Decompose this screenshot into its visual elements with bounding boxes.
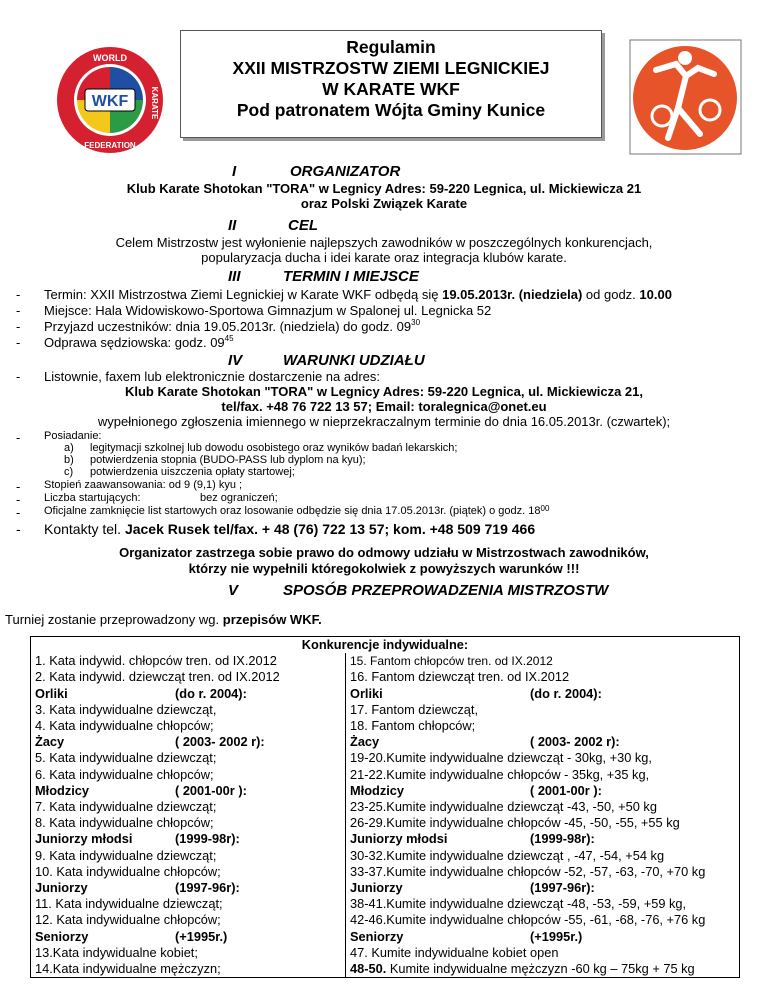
right-row — [350, 734, 739, 750]
wkf-logo — [55, 45, 165, 155]
logo-wkf-text: WKF — [91, 93, 129, 110]
term-from: od godz. — [582, 287, 640, 302]
left-row: 12. Kata indywidualne chłopców; — [35, 912, 221, 928]
right-row: 17. Fantom dziewcząt, — [350, 701, 479, 717]
req-b-text: potwierdzenia stopnia (BUDO-PASS lub dyplom na kyu); — [90, 454, 366, 466]
age-group-years: (1997-96r): — [175, 880, 240, 896]
age-group-years: (1997-96r): — [530, 880, 595, 896]
title-line-3: W KARATE WKF — [322, 79, 460, 99]
contact-item: - Kontakty tel. Jacek Rusek tel/fax. + 48 (76) 722 13 57; kom. +48 509 719 466 — [16, 521, 536, 537]
right-row: 33-37.Kumite indywidualne chłopców -52, -57, -63, -70, +70 kg — [350, 863, 706, 879]
left-row — [35, 783, 345, 799]
organizer-note-2: którzy nie wypełnili któregokolwiek z powyższych warunków !!! — [188, 561, 580, 576]
contact-value: Jacek Rusek tel/fax. + 48 (76) 722 13 57; kom. +48 509 719 466 — [124, 521, 536, 537]
submission-item: - Listownie, faxem lub elektronicznie dostarczenie na adres: — [16, 369, 381, 384]
logo-federation-text: FEDERATION — [84, 141, 136, 150]
left-row: 5. Kata indywidualne dziewcząt; — [35, 750, 217, 766]
right-row: 19-20.Kumite indywidualne dziewcząt - 30kg, +30 kg, — [350, 750, 652, 766]
term-text: Termin: XXII Mistrzostwa Ziemi Legnickiej w Karate WKF odbędą się — [44, 287, 443, 302]
left-row: 2. Kata indywid. dziewcząt tren. od IX.2012 — [35, 669, 280, 685]
right-row: 47. Kumite indywidualne kobiet open — [350, 944, 559, 960]
age-group-label: Młodzicy — [350, 782, 405, 798]
section-4-number: IV — [228, 352, 243, 369]
right-row — [350, 831, 739, 847]
term-hour: 10.00 — [639, 287, 672, 302]
tora-logo — [628, 38, 743, 156]
table-header: Konkurencje indywidualne: — [31, 637, 740, 654]
age-group-label: Juniorzy — [35, 880, 88, 896]
right-row: 16. Fantom dziewcząt tren. od IX.2012 — [350, 669, 570, 685]
organizer-note-1: Organizator zastrzega sobie prawo do odmowy udziału w Mistrzostwach zawodników, — [119, 545, 649, 560]
age-group-label: Młodzicy — [35, 782, 90, 798]
left-row — [35, 929, 345, 945]
left-row: 4. Kata indywidualne chłopców; — [35, 718, 214, 734]
club-address: Klub Karate Shotokan "TORA" w Legnicy Adres: 59-220 Legnica, ul. Mickiewicza 21, — [124, 384, 644, 399]
age-group-years: (1999-98r): — [175, 831, 240, 847]
left-row: 3. Kata indywidualne dziewcząt, — [35, 701, 217, 717]
requirements-item: - Posiadanie: — [16, 430, 102, 445]
goal-line-1: Celem Mistrzostw jest wyłonienie najlepszych zawodników w poszczególnych konkurencjach, — [115, 235, 653, 250]
right-row: 26-29.Kumite indywidualne chłopców -45, -50, -55, +55 kg — [350, 815, 680, 831]
right-row — [350, 783, 739, 799]
requirements-label: Posiadanie: — [44, 430, 102, 442]
age-group-years: (+1995r.) — [530, 928, 583, 944]
place-text: Miejsce: Hala Widowiskowo-Sportowa Gimnazjum w Spalonej ul. Legnicka 52 — [44, 303, 492, 318]
count-value: bez ograniczeń; — [200, 492, 278, 504]
left-row: 6. Kata indywidualne chłopców; — [35, 766, 214, 782]
arrival-text: Przyjazd uczestników: dnia 19.05.2013r. (niedziela) do godz. 09 — [44, 319, 412, 334]
submission-text: Listownie, faxem lub elektronicznie dostarczenie na adres: — [44, 369, 381, 384]
table-right-column — [346, 653, 740, 978]
section-1-title: ORGANIZATOR — [290, 163, 401, 180]
referee-item: - Odprawa sędziowska: godz. $09^{45}$ — [16, 334, 234, 350]
club-contact: tel/fax. +48 76 722 13 57; Email: toralegnica@onet.eu — [221, 399, 547, 414]
right-row: 38-41.Kumite indywidualne dziewcząt -48, -53, -59, +59 kg, — [350, 896, 687, 912]
competitions-table — [30, 636, 740, 978]
goal-line-2: popularyzacja ducha i idei karate oraz integracja klubów karate. — [201, 250, 567, 265]
term-date: 19.05.2013r. (niedziela) — [442, 287, 583, 302]
right-row — [350, 961, 739, 977]
intro-rules: przepisów WKF. — [222, 612, 322, 627]
age-group-label: Orliki — [350, 685, 383, 701]
section-2-title: CEL — [288, 217, 318, 234]
age-group-years: (do r. 2004): — [175, 685, 247, 701]
req-a-text: legitymacji szkolnej lub dowodu osobistego oraz wyników badań lekarskich; — [90, 442, 458, 454]
age-group-label: Orliki — [35, 685, 68, 701]
title-line-4: Pod patronatem Wójta Gminy Kunice — [236, 100, 546, 120]
age-group-label: Juniorzy młodsi — [350, 831, 448, 847]
left-row: 9. Kata indywidualne dziewcząt; — [35, 847, 217, 863]
referee-minutes: 45 — [224, 334, 234, 343]
left-row: 14.Kata indywidualne mężczyzn; — [35, 961, 221, 977]
age-group-label: Juniorzy młodsi — [35, 831, 133, 847]
deadline-text: wypełnionego zgłoszenia imiennego w nieprzekraczalnym terminie do dnia 16.05.2013r. (czwartek); — [97, 414, 671, 429]
organizer-line-2: oraz Polski Związek Karate — [300, 196, 468, 211]
age-group-label: Żacy — [35, 734, 65, 750]
age-group-years: ( 2001-00r ): — [175, 782, 247, 798]
right-row: 15. Fantom chłopców tren. od IX.2012 — [350, 654, 553, 669]
competition-text: Kumite indywidualne mężczyzn -60 kg – 75kg + 75 kg — [386, 961, 695, 977]
left-row: 7. Kata indywidualne dziewcząt; — [35, 799, 217, 815]
arrival-minutes: 30 — [411, 318, 421, 327]
age-group-years: ( 2003- 2002 r): — [175, 734, 265, 750]
left-row — [35, 686, 345, 702]
section-3-number: III — [228, 268, 241, 285]
title-box — [180, 30, 602, 138]
age-group-years: (do r. 2004): — [530, 685, 602, 701]
logo-world-text: WORLD — [93, 53, 127, 63]
draw-item: - Oficjalne zamknięcie list startowych oraz losowanie odbędzie się dnia 17.05.2013r. (piątek) o godz. $18^{00}$ — [16, 504, 550, 520]
req-a-key: a) — [64, 442, 74, 454]
left-row — [35, 734, 345, 750]
section-5-title: SPOSÓB PRZEPROWADZENIA MISTRZOSTW — [283, 582, 609, 599]
level-item: - Stopień zaawansowania: od 9 (9,1) kyu ; — [16, 479, 243, 494]
right-row: 30-32.Kumite indywidualne dziewcząt , -47, -54, +54 kg — [350, 847, 665, 863]
draw-minutes: 00 — [540, 504, 550, 513]
draw-text: Oficjalne zamknięcie list startowych oraz losowanie odbędzie się dnia 17.05.2013r. (piątek) o godz. 18 — [44, 505, 541, 517]
referee-text: Odprawa sędziowska: godz. 09 — [44, 335, 225, 350]
right-row — [350, 929, 739, 945]
left-row: 1. Kata indywid. chłopców tren. od IX.2012 — [35, 653, 277, 669]
section-5-number: V — [228, 582, 239, 599]
section-2-number: II — [228, 217, 237, 234]
arrival-item: - Przyjazd uczestników: dnia 19.05.2013r. (niedziela) do godz. $09^{30}$ — [16, 318, 421, 334]
term-item: - Termin: XXII Mistrzostwa Ziemi Legnickiej w Karate WKF odbędą się 19.05.2013r. (niedziela) od godz. 10.00 — [16, 287, 672, 302]
contact-label: Kontakty tel. — [44, 521, 125, 537]
section-4-title: WARUNKI UDZIAŁU — [283, 352, 425, 369]
age-group-label: Seniorzy — [35, 928, 89, 944]
age-group-years: (1999-98r): — [530, 831, 595, 847]
req-b — [64, 454, 366, 466]
req-a — [64, 442, 458, 454]
competition-number: 48-50. — [350, 961, 387, 977]
age-group-years: ( 2003- 2002 r): — [530, 734, 620, 750]
right-row: 23-25.Kumite indywidualne dziewcząt -43, -50, +50 kg — [350, 799, 657, 815]
right-row: 42-46.Kumite indywidualne chłopców -55, -61, -68, -76, +76 kg — [350, 912, 706, 928]
right-row — [350, 686, 739, 702]
place-item: - Miejsce: Hala Widowiskowo-Sportowa Gimnazjum w Spalonej ul. Legnicka 52 — [16, 303, 492, 318]
logo-karate-text: KARATE — [150, 86, 159, 120]
age-group-years: ( 2001-00r ): — [530, 782, 602, 798]
left-row — [35, 880, 345, 896]
req-c — [64, 466, 295, 478]
left-row: 11. Kata indywidualne dziewcząt; — [35, 896, 223, 912]
tournament-intro — [5, 612, 322, 627]
left-row — [35, 831, 345, 847]
age-group-years: (+1995r.) — [175, 928, 228, 944]
req-c-text: potwierdzenia uiszczenia opłaty startowej; — [90, 466, 295, 478]
age-group-label: Seniorzy — [350, 928, 404, 944]
count-label: Liczba startujących: — [44, 492, 141, 504]
section-3-title: TERMIN I MIEJSCE — [283, 268, 419, 285]
title-line-1: Regulamin — [346, 37, 436, 57]
table-left-column — [31, 653, 346, 978]
title-line-2: XXII MISTRZOSTW ZIEMI LEGNICKIEJ — [232, 58, 550, 78]
intro-text: Turniej zostanie przeprowadzony wg. — [5, 612, 223, 627]
organizer-line-1: Klub Karate Shotokan "TORA" w Legnicy Adres: 59-220 Legnica, ul. Mickiewicza 21 — [126, 181, 642, 196]
section-1-number: I — [232, 163, 237, 180]
right-row: 18. Fantom chłopców; — [350, 718, 476, 734]
right-row: 21-22.Kumite indywidualne chłopców - 35kg, +35 kg, — [350, 766, 650, 782]
right-row — [350, 880, 739, 896]
req-b-key: b) — [64, 454, 74, 466]
age-group-label: Żacy — [350, 734, 380, 750]
left-row: 10. Kata indywidualne chłopców; — [35, 863, 221, 879]
level-text: Stopień zaawansowania: od 9 (9,1) kyu ; — [44, 479, 243, 491]
left-row: 13.Kata indywidualne kobiet; — [35, 944, 198, 960]
count-item: - Liczba startujących: bez ograniczeń; — [16, 492, 278, 507]
age-group-label: Juniorzy — [350, 880, 403, 896]
req-c-key: c) — [64, 466, 74, 478]
left-row: 8. Kata indywidualne chłopców; — [35, 815, 214, 831]
